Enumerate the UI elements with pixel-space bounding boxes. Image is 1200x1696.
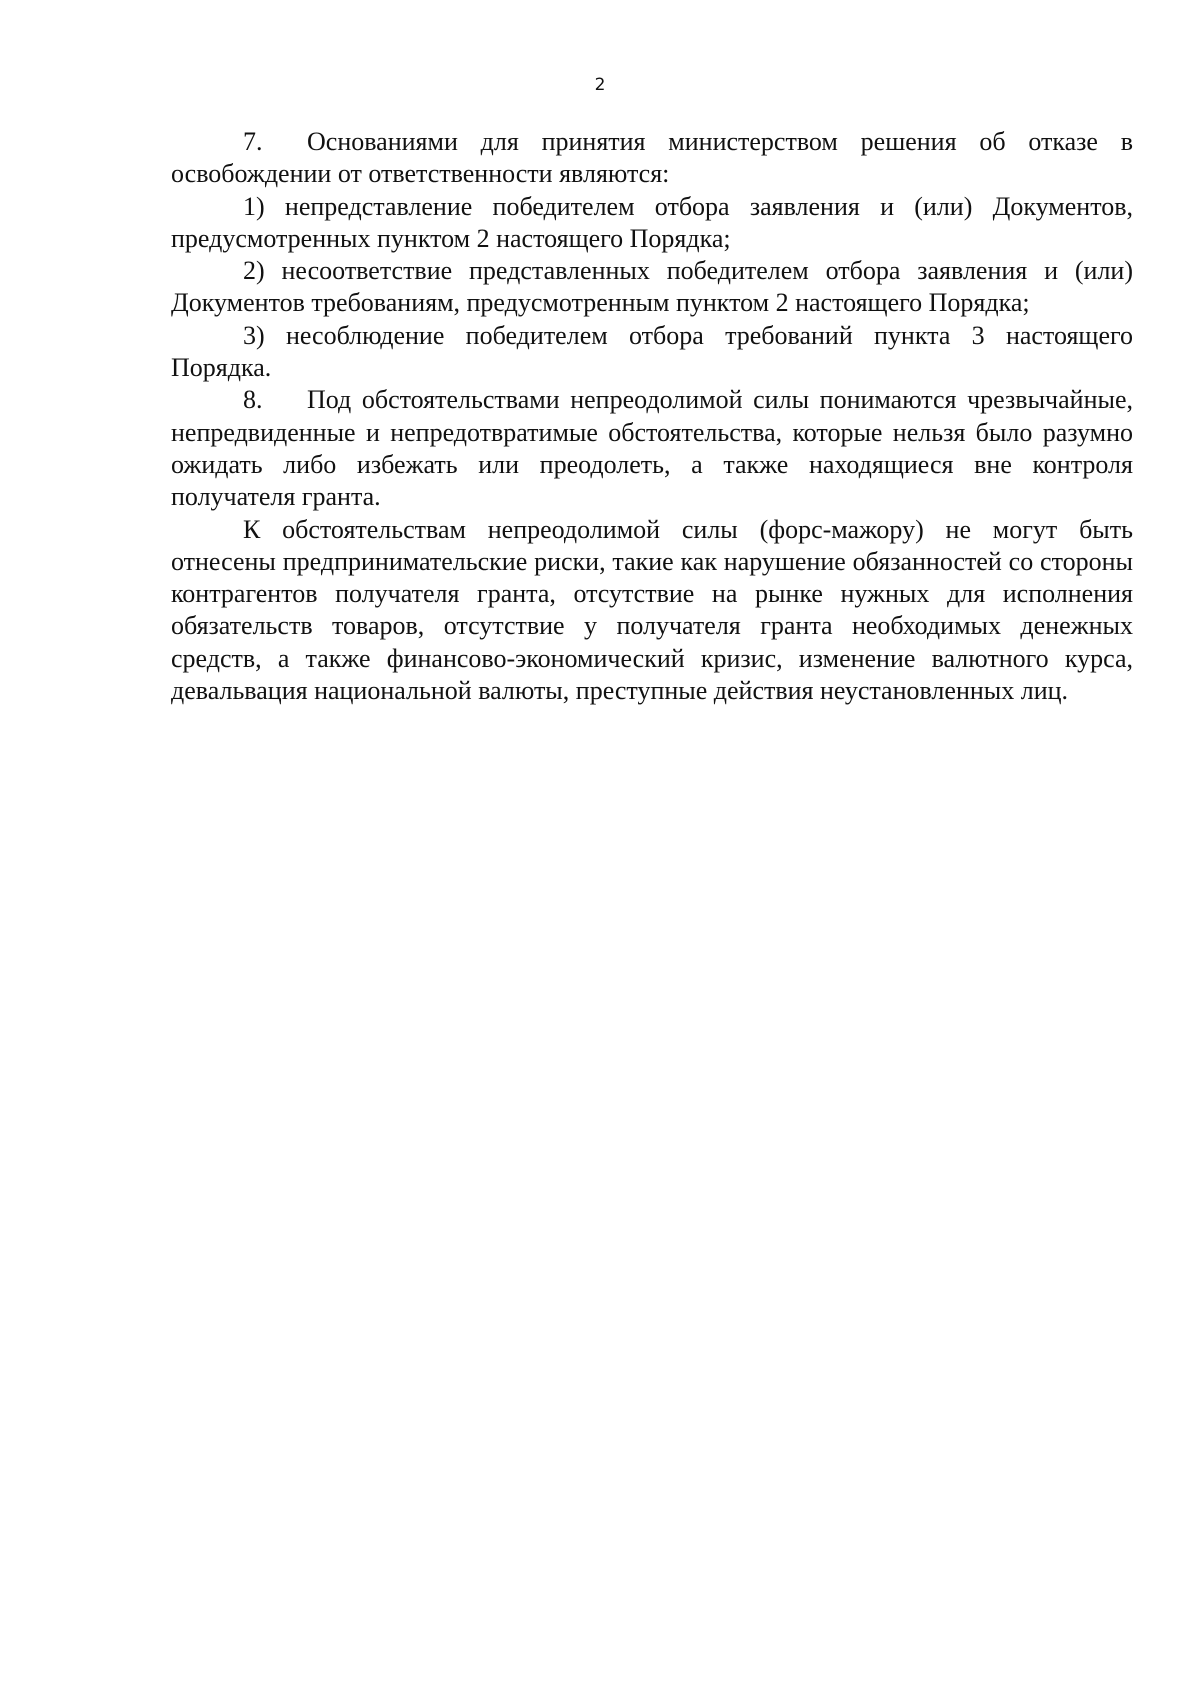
list-item-text: 1) непредставление победителем отбора заявления и (или) Документов, предусмотренных пунктом 2 настоящего Порядка; [171,191,1133,253]
list-item-2 [171,255,1133,320]
paragraph-text: Основаниями для принятия министерством решения об отказе в освобождении от ответственности являются: [171,127,1133,189]
list-item-3 [171,320,1133,385]
paragraph-number: 7. [243,127,263,156]
list-item-text: 2) несоответствие представленных победителем отбора заявления и (или) Документов требованиям, предусмотренным пунктом 2 настоящего Порядка; [171,256,1133,318]
paragraph-7 [171,126,1133,191]
document-body [171,126,1133,707]
paragraph-text: К обстоятельствам непреодолимой силы (форс-мажору) не могут быть отнесены предпринимательские риски, такие как нарушение обязанностей со стороны контрагентов получателя гранта, отсутствие на рынке нужных для исполнения обязательств товаров, отсутствие у получателя гранта необходимых денежных средств, а также финансово-экономический кризис, изменение валютного курса, девальвация национальной валюты, преступные действия неустановленных лиц. [171,514,1133,706]
list-item-1 [171,191,1133,256]
paragraph-8 [171,384,1133,513]
page-number: 2 [594,75,606,95]
force-majeure-paragraph [171,514,1133,708]
list-item-text: 3) несоблюдение победителем отбора требований пункта 3 настоящего Порядка. [171,320,1133,383]
paragraph-text: Под обстоятельствами непреодолимой силы понимаются чрезвычайные, непредвиденные и непредотвратимые обстоятельства, которые нельзя было разумно ожидать либо избежать или преодолеть, а также находящиеся вне контроля получателя гранта. [171,385,1133,512]
paragraph-number: 8. [243,385,263,415]
